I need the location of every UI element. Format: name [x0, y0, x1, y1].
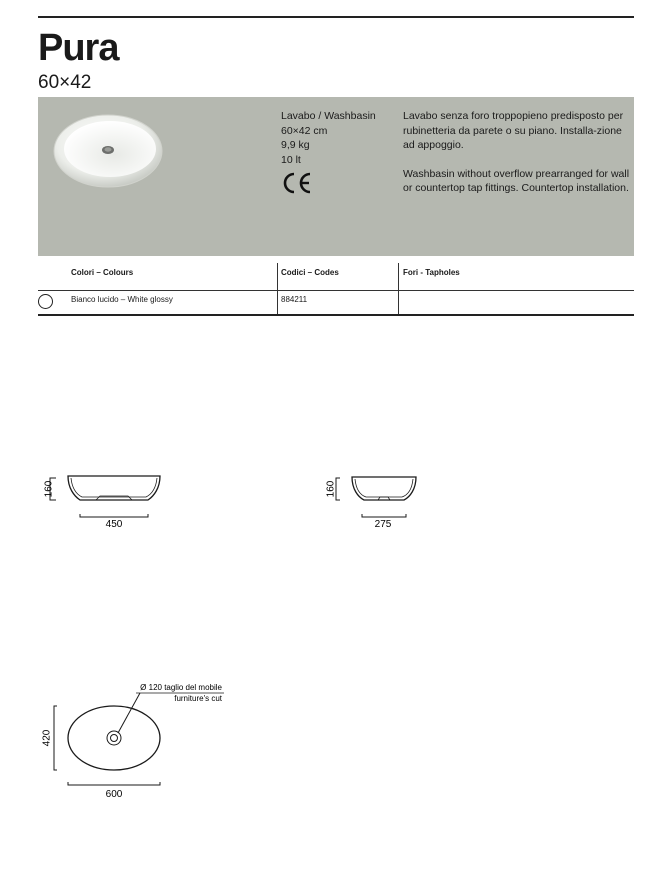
row-divider — [38, 290, 634, 291]
spec-type: Lavabo / Washbasin — [281, 110, 376, 122]
header-tapholes: Fori - Tapholes — [403, 268, 460, 277]
row-code: 884211 — [281, 295, 308, 304]
side-view-drawing — [320, 468, 430, 532]
ce-mark-icon — [281, 171, 313, 195]
colour-swatch-white — [38, 294, 53, 309]
spec-volume: 10 lt — [281, 153, 301, 166]
column-divider — [398, 263, 399, 315]
top-width-label: 600 — [105, 789, 123, 800]
column-divider — [277, 263, 278, 315]
furniture-cut-label-it: Ø 120 taglio del mobile — [140, 683, 222, 692]
header-codes: Codici – Codes — [281, 268, 339, 277]
side-width-label: 275 — [374, 519, 392, 530]
row-colour: Bianco lucido – White glossy — [71, 295, 173, 304]
front-width-label: 450 — [105, 519, 123, 530]
top-rule — [38, 16, 634, 18]
table-bottom-rule — [38, 314, 634, 316]
product-size: 60×42 — [38, 72, 92, 93]
header-colours: Colori – Colours — [71, 268, 134, 277]
description — [403, 109, 633, 210]
product-title: Pura — [38, 27, 119, 69]
basin-photo — [52, 111, 168, 191]
top-view-drawing — [38, 680, 238, 802]
side-height-label: 160 — [325, 480, 337, 498]
colour-code-table — [38, 263, 634, 317]
product-info-band — [38, 97, 634, 256]
description-en: Washbasin without overflow prearranged for wall or countertop tap fittings. Countertop installation. — [403, 167, 630, 194]
front-height-label: 160 — [43, 480, 55, 498]
front-view-drawing — [38, 468, 178, 532]
top-depth-label: 420 — [41, 729, 53, 747]
spec-list — [281, 109, 376, 195]
spec-weight: 9,9 kg — [281, 139, 310, 151]
furniture-cut-label-en: furniture's cut — [174, 694, 222, 703]
spec-dimensions: 60×42 cm — [281, 124, 328, 137]
description-it: Lavabo senza foro troppopieno predisposto per rubinetteria da parete o su piano. Installa-zione ad appoggio. — [403, 110, 624, 151]
